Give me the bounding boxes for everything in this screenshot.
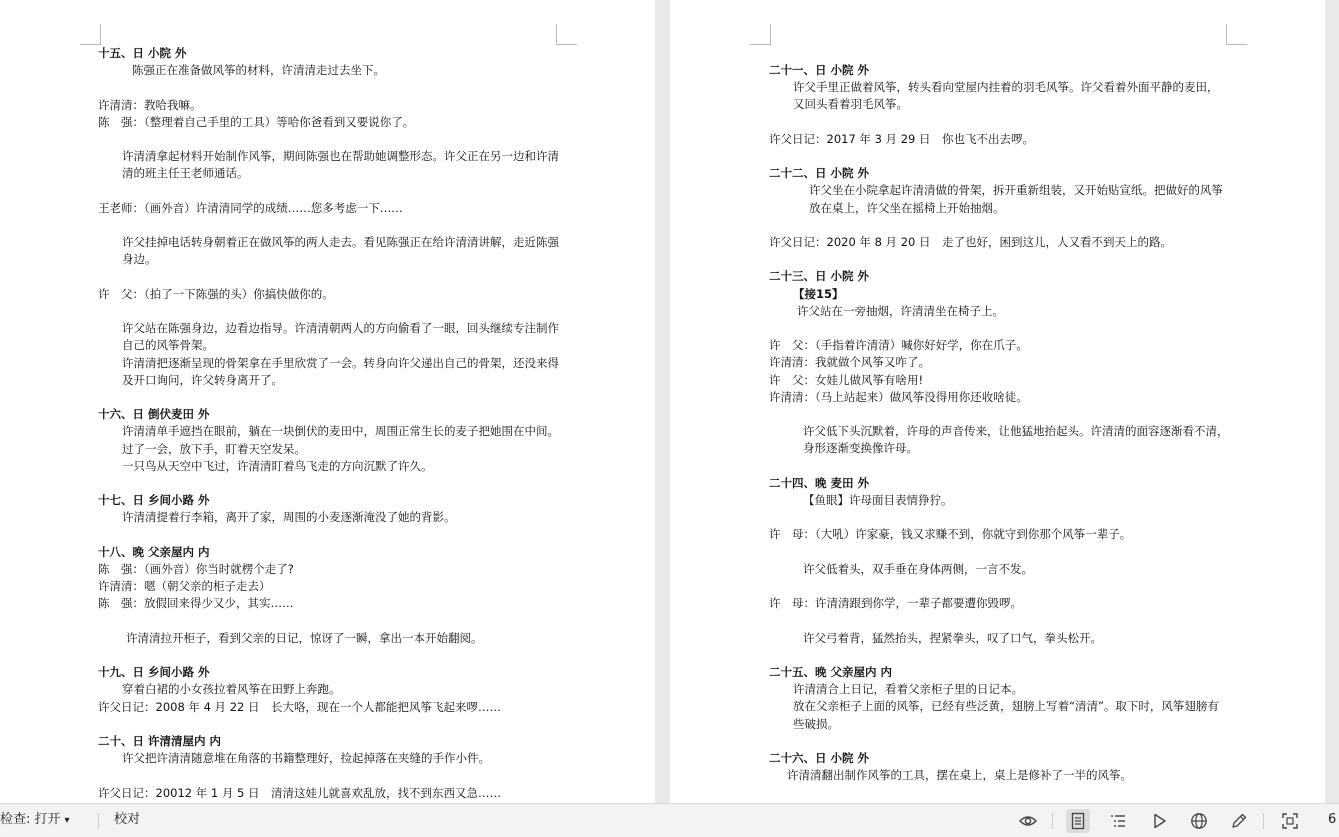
script-line: 陈 强：（整理着自己手里的工具）等哈你爸看到又要说你了。 <box>98 114 415 129</box>
scene-heading: 二十、日 许清清屋内 内 <box>98 733 222 748</box>
corner-mark <box>750 24 771 45</box>
script-line: 许父手里正做着风筝，转头看向堂屋内挂着的羽毛风筝。许父看着外面平静的麦田，又回头看着羽毛风筝。 <box>793 80 1219 112</box>
blank-line <box>98 79 560 96</box>
zoom-value: 6 <box>1328 812 1337 827</box>
blank-line <box>769 320 1229 337</box>
script-line: 陈强正在准备做风筝的材料，许清清走过去坐下。 <box>132 63 385 78</box>
page-text-body[interactable] <box>769 62 1229 784</box>
script-line: 许清清：教哈我嘛。 <box>98 97 202 112</box>
scene-heading: 十七、日 乡间小路 外 <box>98 493 210 508</box>
blank-line <box>769 148 1229 165</box>
blank-line <box>769 578 1229 595</box>
blank-line <box>98 217 560 234</box>
blank-line <box>98 389 560 406</box>
fit-screen-icon[interactable] <box>1278 809 1302 833</box>
scene-heading: 二十一、日 小院 外 <box>769 63 870 77</box>
blank-line <box>98 767 560 784</box>
scene-heading: 二十五、晚 父亲屋内 内 <box>769 664 893 679</box>
status-bar <box>0 803 1339 837</box>
outline-icon[interactable] <box>1106 809 1130 833</box>
script-line: 【鱼眼】许母面目表情狰狞。 <box>803 492 953 507</box>
script-line: 许父日记：2008 年 4 月 22 日 长大咯，现在一个人都能把风筝飞起来啰…… <box>98 699 501 714</box>
script-line: 一只鸟从天空中飞过，许清清盯着鸟飞走的方向沉默了许久。 <box>122 458 433 473</box>
chevron-down-icon: ▾ <box>64 815 70 826</box>
script-line: 许 父：（拍了一下陈强的头）你搞快做你的。 <box>98 286 334 301</box>
scene-heading: 二十四、晚 麦田 外 <box>769 475 870 490</box>
divider <box>1052 813 1053 829</box>
script-line: 许清清：我就做个风筝又咋了。 <box>769 355 930 370</box>
blank-line <box>98 303 560 320</box>
script-line: 许清清拉开柜子，看到父亲的日记，惊讶了一瞬，拿出一本开始翻阅。 <box>126 630 483 645</box>
blank-line <box>98 647 560 664</box>
document-page-right <box>670 0 1325 803</box>
corner-mark <box>556 24 577 45</box>
corner-mark <box>80 24 101 45</box>
script-line: 陈 强：（画外音）你当时就楞个走了? <box>98 561 294 576</box>
blank-line <box>98 613 560 630</box>
blank-line <box>769 458 1229 475</box>
divider <box>98 813 99 829</box>
script-line: 许清清把逐渐呈现的骨架拿在手里欣赏了一会。转身向许父递出自己的骨架，还没来得及开口询问，许父转身离开了。 <box>122 355 559 387</box>
script-line: 许清清：嗯（朝父亲的柜子走去） <box>98 579 271 594</box>
script-line: 陈 强：放假回来得少又少，其实…… <box>98 596 294 611</box>
script-line: 许父弓着背，猛然抬头，捏紧拳头，叹了口气，拳头松开。 <box>803 630 1102 645</box>
blank-line <box>769 544 1229 561</box>
blank-line <box>98 475 560 492</box>
script-line: 许 父：（手指着许清清）喊你好好学，你在爪子。 <box>769 338 1028 353</box>
script-line: 许清清单手遮挡在眼前，躺在一块倒伏的麦田中，周围正常生长的麦子把她围在中间。过了一会，放下手，盯着天空发呆。 <box>122 424 559 456</box>
blank-line <box>769 733 1229 750</box>
blank-line <box>98 716 560 733</box>
divider <box>1263 813 1264 829</box>
script-line: 许父低着头，双手垂在身体两侧，一言不发。 <box>803 561 1033 576</box>
page-text-body[interactable] <box>98 45 560 802</box>
scene-heading: 十五、日 小院 外 <box>98 46 187 60</box>
scene-heading: 二十六、日 小院 外 <box>769 750 870 765</box>
script-line: 放在父亲柜子上面的风筝，已经有些泛黄，翅膀上写着“清清”。取下时，风筝翅膀有些破损。 <box>793 699 1219 731</box>
spell-check-label: 检查: 打开 <box>0 812 61 827</box>
blank-line <box>98 269 560 286</box>
scene-heading: 十九、日 乡间小路 外 <box>98 665 210 680</box>
blank-line <box>98 131 560 148</box>
script-line: 许父日记：2020 年 8 月 20 日 走了也好，困到这儿，人又看不到天上的路。 <box>769 234 1172 249</box>
script-line: 许父日记：20012 年 1 月 5 日 清清这娃儿就喜欢乱放，找不到东西又急…… <box>98 785 501 800</box>
script-line: 许清清合上日记，看着父亲柜子里的日记本。 <box>793 682 1023 697</box>
eye-icon[interactable] <box>1016 809 1040 833</box>
blank-line <box>769 406 1229 423</box>
scene-heading: 十八、晚 父亲屋内 内 <box>98 544 210 559</box>
script-line: 许清清拿起材料开始制作风筝，期间陈强也在帮助她调整形态。许父正在另一边和许清清的班主任王老师通话。 <box>122 149 559 181</box>
corner-mark <box>1226 24 1247 45</box>
script-line: 许清清提着行李箱，离开了家，周围的小麦逐渐淹没了她的背影。 <box>122 510 456 525</box>
blank-line <box>98 183 560 200</box>
script-line: 许父低下头沉默着，许母的声音传来，让他猛地抬起头。许清清的面容逐渐看不清，身形逐渐变换像许母。 <box>803 424 1229 456</box>
blank-line <box>769 647 1229 664</box>
script-line: 许父站在陈强身边，边看边指导。许清清朝两人的方向偷看了一眼，回头继续专注制作自己的风筝骨架。 <box>122 321 559 353</box>
script-line: 许 父：女娃儿做风筝有啥用! <box>769 372 924 387</box>
pen-icon[interactable] <box>1227 809 1251 833</box>
zoom-level[interactable] <box>1328 804 1336 837</box>
script-line: 许父坐在小院拿起许清清做的骨架，拆开重新组装，又开始贴宣纸。把做好的风筝放在桌上，许父坐在摇椅上开始抽烟。 <box>809 183 1223 215</box>
script-line: 穿着白裙的小女孩拉着风筝在田野上奔跑。 <box>122 682 341 697</box>
script-line: 王老师：（画外音）许清清同学的成绩……您多考虑一下…… <box>98 200 403 215</box>
blank-line <box>769 612 1229 629</box>
script-line: 许清清翻出制作风筝的工具，摆在桌上，桌上是修补了一半的风筝。 <box>787 768 1132 783</box>
blank-line <box>769 251 1229 268</box>
proofread-label: 校对 <box>114 812 141 827</box>
blank-line <box>769 509 1229 526</box>
page-view-icon[interactable] <box>1066 809 1090 833</box>
play-icon[interactable] <box>1147 809 1171 833</box>
blank-line <box>769 114 1229 131</box>
spell-check-toggle[interactable] <box>0 804 70 837</box>
blank-line <box>98 527 560 544</box>
document-page-left <box>0 0 655 803</box>
script-line: 许父把许清清随意堆在角落的书籍整理好，捡起掉落在夹缝的手作小件。 <box>122 751 490 766</box>
script-line: 许父站在一旁抽烟，许清清坐在椅子上。 <box>797 303 1004 318</box>
proofread-button[interactable] <box>114 804 140 837</box>
scene-heading: 十六、日 倒伏麦田 外 <box>98 407 210 422</box>
script-line: 许 母：许清清跟到你学，一辈子都要遭你毁啰。 <box>769 596 1022 611</box>
script-line: 许清清：（马上站起来）做风筝没得用你还收啥徒。 <box>769 389 1028 404</box>
scene-heading: 【接15】 <box>793 286 844 301</box>
blank-line <box>769 217 1229 234</box>
globe-icon[interactable] <box>1187 809 1211 833</box>
scene-heading: 二十三、日 小院 外 <box>769 269 870 284</box>
script-line: 许父挂掉电话转身朝着正在做风筝的两人走去。看见陈强正在给许清清讲解，走近陈强身边。 <box>122 235 559 267</box>
script-line: 许父日记：2017 年 3 月 29 日 你也飞不出去啰。 <box>769 131 1034 146</box>
script-line: 许 母：（大吼）许家豪，钱又求赚不到，你就守到你那个风筝一辈子。 <box>769 527 1132 542</box>
scene-heading: 二十二、日 小院 外 <box>769 166 870 181</box>
